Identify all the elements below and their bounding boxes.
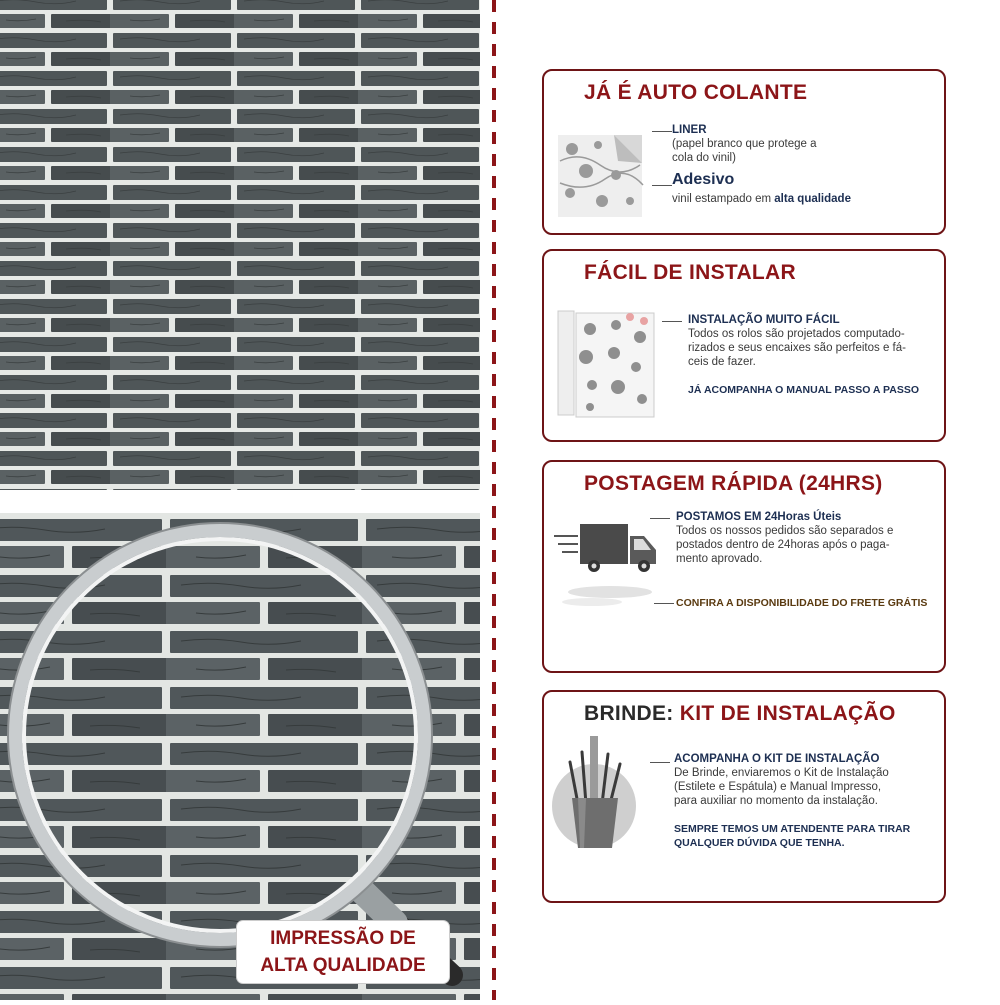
liner-desc-2: cola do vinil) <box>672 152 736 164</box>
free-shipping-note: CONFIRA A DISPONIBILIDADE DO FRETE GRÁTIS <box>676 597 928 609</box>
brick-wall-image <box>0 0 480 490</box>
features-panel <box>500 0 1000 1000</box>
card-title: FÁCIL DE INSTALAR <box>584 261 796 284</box>
card-auto-colante <box>542 69 946 235</box>
card-brinde <box>542 690 946 903</box>
card-postagem <box>542 460 946 673</box>
support-note-2: QUALQUER DÚVIDA QUE TENHA. <box>674 837 845 849</box>
shipping-line-2: postados dentro de 24horas após o paga- <box>676 539 890 551</box>
install-heading: INSTALAÇÃO MUITO FÁCIL <box>688 314 840 326</box>
tool-cup-icon <box>548 724 642 859</box>
wallpaper-install-icon <box>556 307 656 424</box>
adesivo-desc: vinil estampado em alta qualidade <box>672 193 851 205</box>
delivery-truck-icon <box>552 520 662 615</box>
card-title: BRINDE: KIT DE INSTALAÇÃO <box>584 702 896 725</box>
shipping-heading: POSTAMOS EM 24Horas Úteis <box>676 511 842 523</box>
install-line-3: ceis de fazer. <box>688 356 756 368</box>
badge-line-1: IMPRESSÃO DE <box>270 928 416 949</box>
kit-line-3: para auxiliar no momento da instalação. <box>674 795 878 807</box>
card-facil-instalar <box>542 249 946 442</box>
product-photo-panel <box>0 0 480 1000</box>
vinyl-sample-icon <box>558 131 646 224</box>
kit-heading: ACOMPANHA O KIT DE INSTALAÇÃO <box>674 753 880 765</box>
shipping-line-3: mento aprovado. <box>676 553 763 565</box>
shipping-line-1: Todos os nossos pedidos são separados e <box>676 525 894 537</box>
high-quality-print-badge <box>236 920 450 984</box>
card-title: POSTAGEM RÁPIDA (24HRS) <box>584 472 883 495</box>
liner-desc-1: (papel branco que protege a <box>672 138 817 150</box>
kit-line-1: De Brinde, enviaremos o Kit de Instalação <box>674 767 889 779</box>
kit-line-2: (Estilete e Espátula) e Manual Impresso, <box>674 781 882 793</box>
install-line-2: rizados e seus encaixes são perfeitos e fá- <box>688 342 906 354</box>
card-title: JÁ É AUTO COLANTE <box>584 81 808 104</box>
dashed-divider <box>490 0 498 1000</box>
liner-title: LINER <box>672 124 707 136</box>
badge-line-2: ALTA QUALIDADE <box>260 955 426 976</box>
support-note-1: SEMPRE TEMOS UM ATENDENTE PARA TIRAR <box>674 823 911 835</box>
install-line-1: Todos os rolos são projetados computado- <box>688 328 905 340</box>
adesivo-title: Adesivo <box>672 171 735 188</box>
manual-note: JÁ ACOMPANHA O MANUAL PASSO A PASSO <box>688 384 920 396</box>
